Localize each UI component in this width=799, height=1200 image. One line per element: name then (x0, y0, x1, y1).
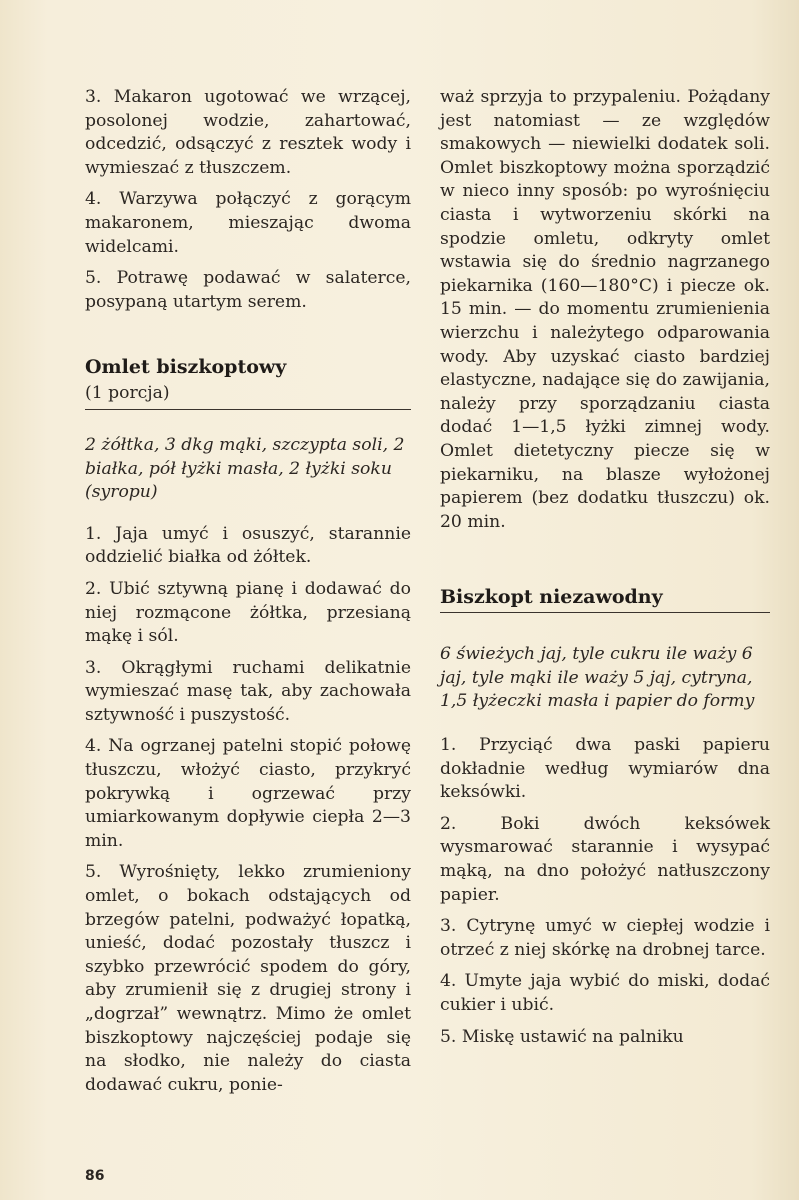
recipe-title-biszkopt: Biszkopt niezawodny (440, 586, 663, 609)
ingredients-biszkopt: 6 świeżych jaj, tyle cukru ile waży 6 jaj, tyle mąki ile waży 5 jaj, cytryna, 1,5 łyżeczki masła i papier do formy (440, 644, 755, 712)
omlet-step-2: 2. Ubić sztywną pianę i dodawać do niej rozmącone żółtka, przesianą mąkę i sól. (85, 578, 411, 647)
previous-step-4: 4. Warzywa połączyć z gorącym makaronem, mieszając dwoma widelcami. (85, 189, 411, 257)
previous-recipe-steps (85, 86, 411, 314)
page-number: 86 (85, 1168, 105, 1184)
right-column (440, 86, 770, 1049)
left-column (85, 86, 411, 1097)
ingredients-omlet: 2 żółtka, 3 dkg mąki, szczypta soli, 2 białka, pół łyżki masła, 2 łyżki soku (syropu) (85, 434, 405, 503)
biszkopt-step-4: 4. Umyte jaja wybić do miski, dodać cukier i ubić. (440, 971, 770, 1015)
steps-biszkopt (440, 734, 770, 1049)
omlet-continuation: waż sprzyja to przypaleniu. Pożądany jest natomiast — ze względów smakowych — niewielki dodatek soli. Omlet biszkoptowy można sporządzić w nieco inny sposób: po wyrośnięciu ciasta i wytworzeniu skórki na spodzie omletu, odkryty omlet wstawia się do średnio nagrzanego piekarnika (160—180°C) i piecze ok. 15 min. — do momentu zrumienienia wierzchu i należytego odparowania wody. Aby uzyskać ciasto bardziej elastyczne, nadające się do zawijania, należy przy sporządzaniu ciasta dodać 1—1,5 łyżki zimnej wody. Omlet dietetyczny piecze się w piekarniku, na blasze wyłożonej papierem (bez dodatku tłuszczu) ok. 20 min. (440, 87, 770, 532)
omlet-step-1: 1. Jaja umyć i osuszyć, starannie oddzielić białka od żółtek. (85, 523, 411, 568)
biszkopt-step-3: 3. Cytrynę umyć w ciepłej wodzie i otrzeć z niej skórkę na drobnej tarce. (440, 916, 770, 960)
omlet-step-3: 3. Okrągłymi ruchami delikatnie wymieszać masę tak, aby zachowała sztywność i puszystość. (85, 657, 411, 725)
previous-step-3: 3. Makaron ugotować we wrzącej, posolonej wodzie, zahartować, odcedzić, odsączyć z resztek wody i wymieszać z tłuszczem. (85, 87, 411, 178)
previous-step-5: 5. Potrawę podawać w salaterce, posypaną utartym serem. (85, 268, 411, 312)
omlet-step-4: 4. Na ogrzanej patelni stopić połowę tłuszczu, włożyć ciasto, przykryć pokrywką i ogrzewać przy umiarkowanym dopływie ciepła 2—3 min. (85, 736, 411, 851)
biszkopt-step-5: 5. Miskę ustawić na palniku (440, 1026, 684, 1047)
recipe-portion: (1 porcja) (85, 383, 170, 404)
recipe-title-omlet: Omlet biszkoptowy (85, 356, 287, 379)
biszkopt-step-1: 1. Przyciąć dwa paski papieru dokładnie według wymiarów dna keksówki. (440, 735, 770, 803)
omlet-step-5: 5. Wyrośnięty, lekko zrumieniony omlet, o bokach odstających od brzegów patelni, podważyć łopatką, unieść, dodać pozostały tłuszcz i szybko przewrócić spodem do góry, aby zrumienił się z drugiej strony i „dogrzał” wewnątrz. Mimo że omlet biszkoptowy najczęściej podaje się na słodko, nie należy do ciasta dodawać cukru, ponie- (85, 862, 411, 1095)
steps-omlet (85, 523, 411, 1098)
biszkopt-step-2: 2. Boki dwóch keksówek wysmarować starannie i wysypać mąką, na dno położyć natłuszczony papier. (440, 813, 770, 905)
